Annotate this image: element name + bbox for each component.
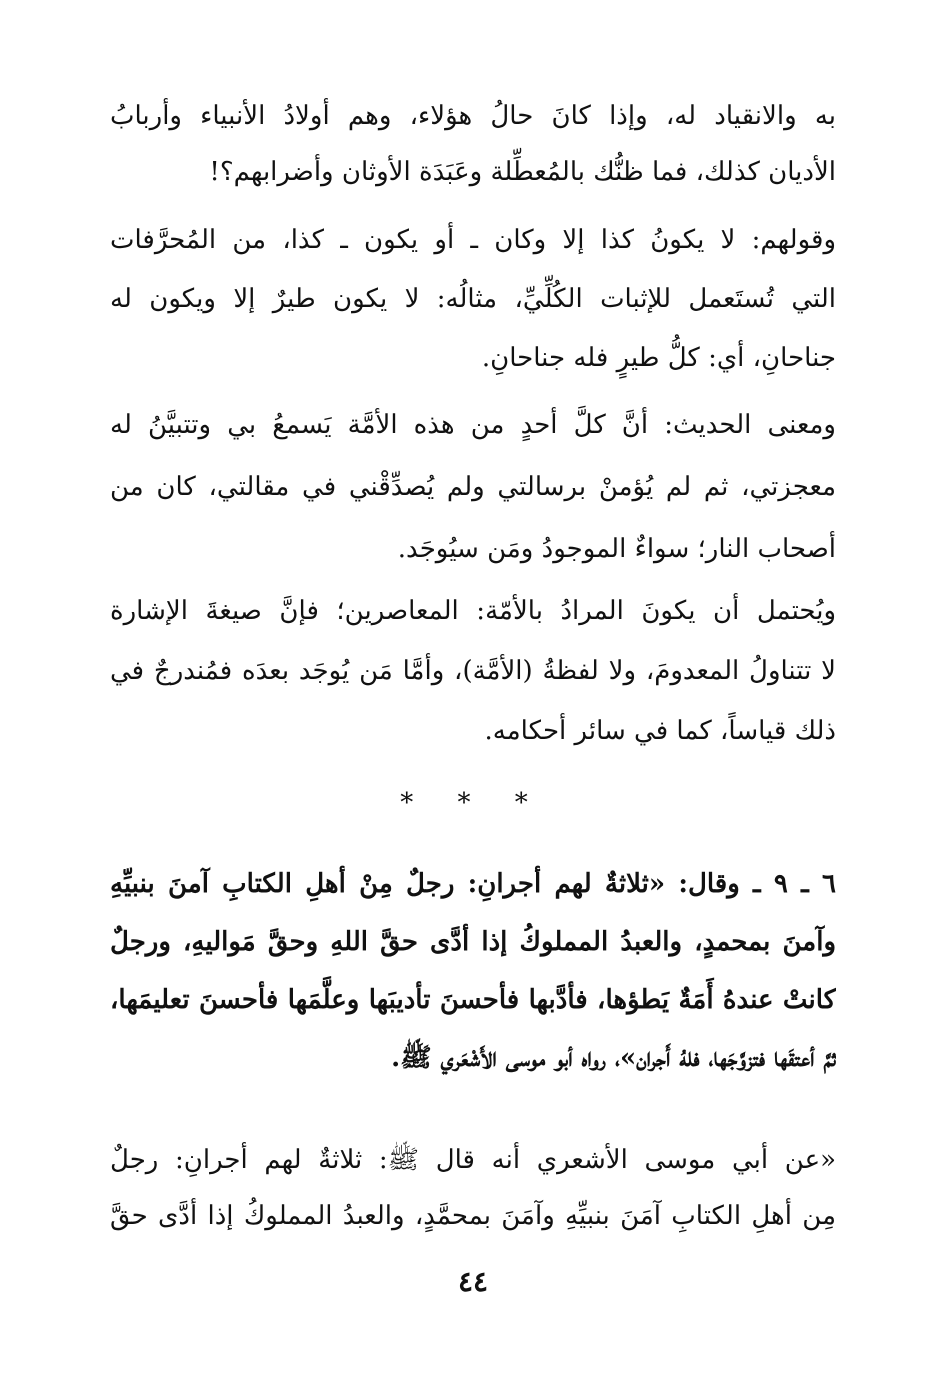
text-line: ٦ ـ ٩ ـ وقال: «ثلاثةٌ لهم أجرانِ: رجلٌ مِنْ أهلِ الكتابِ آمنَ بنبيِّهِ [110,869,836,899]
text-line: جناحانِ، أي: كلُّ طيرٍ فله جناحانِ. [481,343,836,373]
text-line: «عن أبي موسى الأشعري أنه قال ﷺ: ثلاثةٌ لهم أجرانِ: رجلٌ [110,1145,836,1175]
text-line: وقولهم: لا يكونُ كذا إلا وكان ـ أو يكون ـ كذا، من المُحرَّفات [110,225,836,255]
text-line: معجزتي، ثم لم يُؤمنْ برسالتي ولم يُصدِّقْني في مقالتي، كان من [110,472,836,502]
text-line: مِن أهلِ الكتابِ آمَنَ بنبيِّهِ وآمَنَ بمحمَّدٍ، والعبدُ المملوكُ إذا أدَّى حقَّ [110,1201,836,1231]
text-line: كانتْ عندهُ أَمَةٌ يَطؤها، فأدَّبها فأحسنَ تأديبَها وعلَّمَها فأحسنَ تعليمَها، [110,985,836,1015]
section-separator: * * * [400,788,546,818]
page-number: ٤٤ [457,1265,489,1298]
text-line: لا تتناولُ المعدومَ، ولا لفظةُ (الأمَّة)، وأمَّا مَن يُوجَد بعدَه فمُندرجٌ في [110,656,836,686]
text-line: التي تُستَعمل للإثبات الكُلِّيِّ، مثالُه: لا يكون طيرٌ إلا ويكون له [110,284,836,314]
text-line: ذلك قياساً، كما في سائر أحكامه. [484,716,836,746]
text-line: أصحاب النار؛ سواءٌ الموجودُ ومَن سيُوجَد. [397,534,836,564]
text-line: وآمنَ بمحمدٍ، والعبدُ المملوكُ إذا أدَّى حقَّ اللهِ وحقَّ مَواليهِ، ورجلٌ [110,927,836,957]
text-line: به والانقياد له، وإذا كانَ حالُ هؤلاء، وهم أولادُ الأنبياء وأربابُ [110,101,836,131]
text-line: ويُحتمل أن يكونَ المرادُ بالأمّة: المعاصرين؛ فإنَّ صيغةَ الإشارة [110,596,836,626]
text-line: الأديان كذلك، فما ظنُّك بالمُعطِّلة وعَبَدَة الأوثان وأضرابهم؟! [209,157,836,187]
text-line: ومعنى الحديث: أنَّ كلَّ أحدٍ من هذه الأمَّة يَسمعُ بي وتتبيَّنُ له [110,410,836,440]
text-line: ثمَّ أعتقَها فتزوَّجَها، فلهُ أَجران»، رواه أبو موسى الأَشْعَري ﷺ. [391,1043,836,1073]
